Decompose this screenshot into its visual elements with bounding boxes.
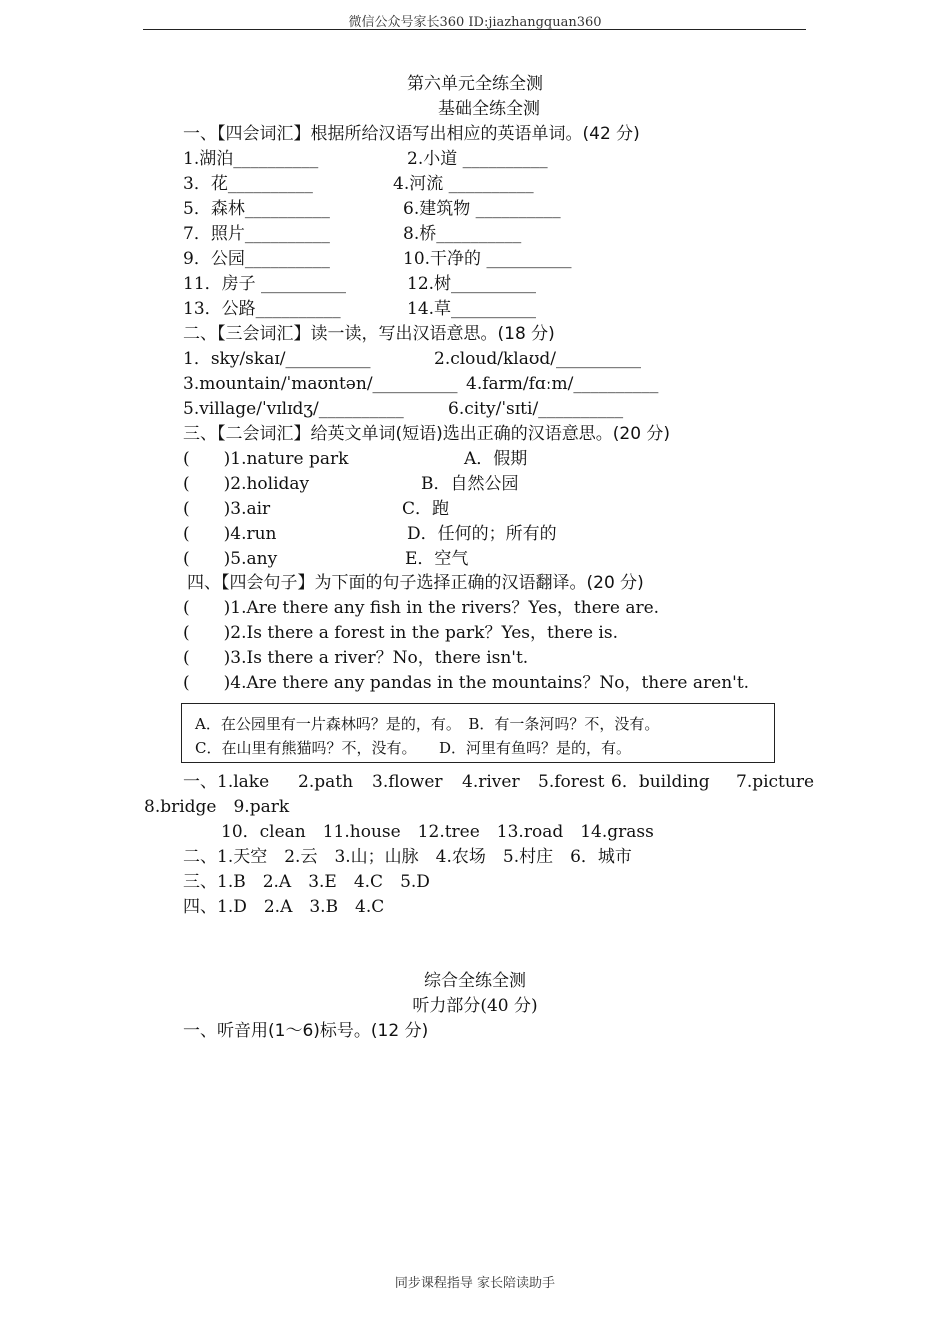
translation-option-line: A．在公园里有一片森林吗？是的，有。 B．有一条河吗？不，没有。 — [195, 715, 660, 733]
section3-heading: 三、【二会词汇】给英文单词(短语)选出正确的汉语意思。(20 分) — [183, 424, 671, 444]
header-rule — [143, 29, 806, 30]
vocab-item: 8.桥__________ — [403, 224, 522, 244]
vocab-item: 5．森林__________ — [183, 199, 330, 219]
answer-item: 4.river — [462, 772, 520, 792]
match-item: ( )1.nature park — [183, 449, 349, 469]
part-title: 基础全练全测 — [438, 99, 540, 119]
answer-line: 三、1.B 2.A 3.E 4.C 5.D — [183, 872, 430, 892]
match-item: ( )5.any — [183, 549, 278, 569]
answer-item: 6．building — [611, 772, 710, 792]
vocab-item: 11．房子 __________ — [183, 274, 347, 294]
vocab-item: 2.小道 __________ — [407, 149, 548, 169]
match-option: A．假期 — [464, 449, 528, 469]
listening-heading: 一、听音用(1～6)标号。(12 分) — [183, 1021, 429, 1041]
comprehensive-title: 综合全练全测 — [424, 971, 526, 991]
answer-item: 7.picture — [736, 772, 815, 792]
match-item: ( )2.holiday — [183, 474, 310, 494]
match-item: ( )4.run — [183, 524, 277, 544]
sentence-item: ( )2.Is there a forest in the park？Yes，there is. — [183, 623, 618, 643]
phonetic-item: 1．sky/skaɪ/__________ — [183, 349, 371, 369]
match-option: D．任何的；所有的 — [407, 524, 557, 544]
answer-line: 二、1.天空 2.云 3.山；山脉 4.农场 5.村庄 6．城市 — [183, 847, 632, 867]
unit-title: 第六单元全练全测 — [407, 74, 543, 94]
section1-heading: 一、【四会词汇】根据所给汉语写出相应的英语单词。(42 分) — [183, 124, 640, 144]
answer-item: 2.path — [298, 772, 354, 792]
vocab-item: 12.树__________ — [407, 274, 537, 294]
answer-item: 5.forest — [538, 772, 605, 792]
sentence-item: ( )4.Are there any pandas in the mountains？No，there aren't. — [183, 673, 750, 693]
translation-options-box — [181, 703, 775, 763]
match-option: C．跑 — [402, 499, 450, 519]
phonetic-item: 3.mountain/ˈmaʊntən/__________ — [183, 374, 458, 394]
answer-item: 一、1.lake — [183, 772, 270, 792]
match-option: B．自然公园 — [421, 474, 519, 494]
phonetic-item: 4.farm/fɑːm/__________ — [466, 374, 659, 394]
match-item: ( )3.air — [183, 499, 271, 519]
translation-option-line: C．在山里有熊猫吗？不，没有。 D．河里有鱼吗？是的，有。 — [195, 739, 632, 757]
answer-line: 8.bridge 9.park — [144, 797, 290, 817]
phonetic-item: 2.cloud/klaʊd/__________ — [434, 349, 641, 369]
vocab-item: 7．照片__________ — [183, 224, 330, 244]
match-option: E．空气 — [405, 549, 469, 569]
answer-item: 3.flower — [372, 772, 443, 792]
vocab-item: 4.河流 __________ — [393, 174, 534, 194]
sentence-item: ( )3.Is there a river？No，there isn't. — [183, 648, 529, 668]
page-footer: 同步课程指导 家长陪读助手 — [394, 1276, 556, 1291]
vocab-item: 9．公园__________ — [183, 249, 330, 269]
section4-heading: 四、【四会句子】为下面的句子选择正确的汉语翻译。(20 分) — [187, 573, 644, 593]
vocab-item: 10.干净的 __________ — [403, 249, 572, 269]
phonetic-item: 6.city/ˈsɪti/__________ — [448, 399, 624, 419]
vocab-item: 14.草__________ — [407, 299, 537, 319]
page-header-source: 微信公众号家长360 ID:jiazhangquan360 — [348, 15, 602, 30]
vocab-item: 13．公路__________ — [183, 299, 341, 319]
vocab-item: 1.湖泊__________ — [183, 149, 319, 169]
answer-line: 四、1.D 2.A 3.B 4.C — [183, 897, 385, 917]
vocab-item: 3．花__________ — [183, 174, 313, 194]
answer-line: 10．clean 11.house 12.tree 13.road 14.grass — [221, 822, 654, 842]
section2-heading: 二、【三会词汇】读一读，写出汉语意思。(18 分) — [183, 324, 555, 344]
vocab-item: 6.建筑物 __________ — [403, 199, 561, 219]
phonetic-item: 5.village/ˈvɪlɪdʒ/__________ — [183, 399, 404, 419]
sentence-item: ( )1.Are there any fish in the rivers？Yes，there are. — [183, 598, 660, 618]
listening-subtitle: 听力部分(40 分) — [412, 996, 538, 1016]
